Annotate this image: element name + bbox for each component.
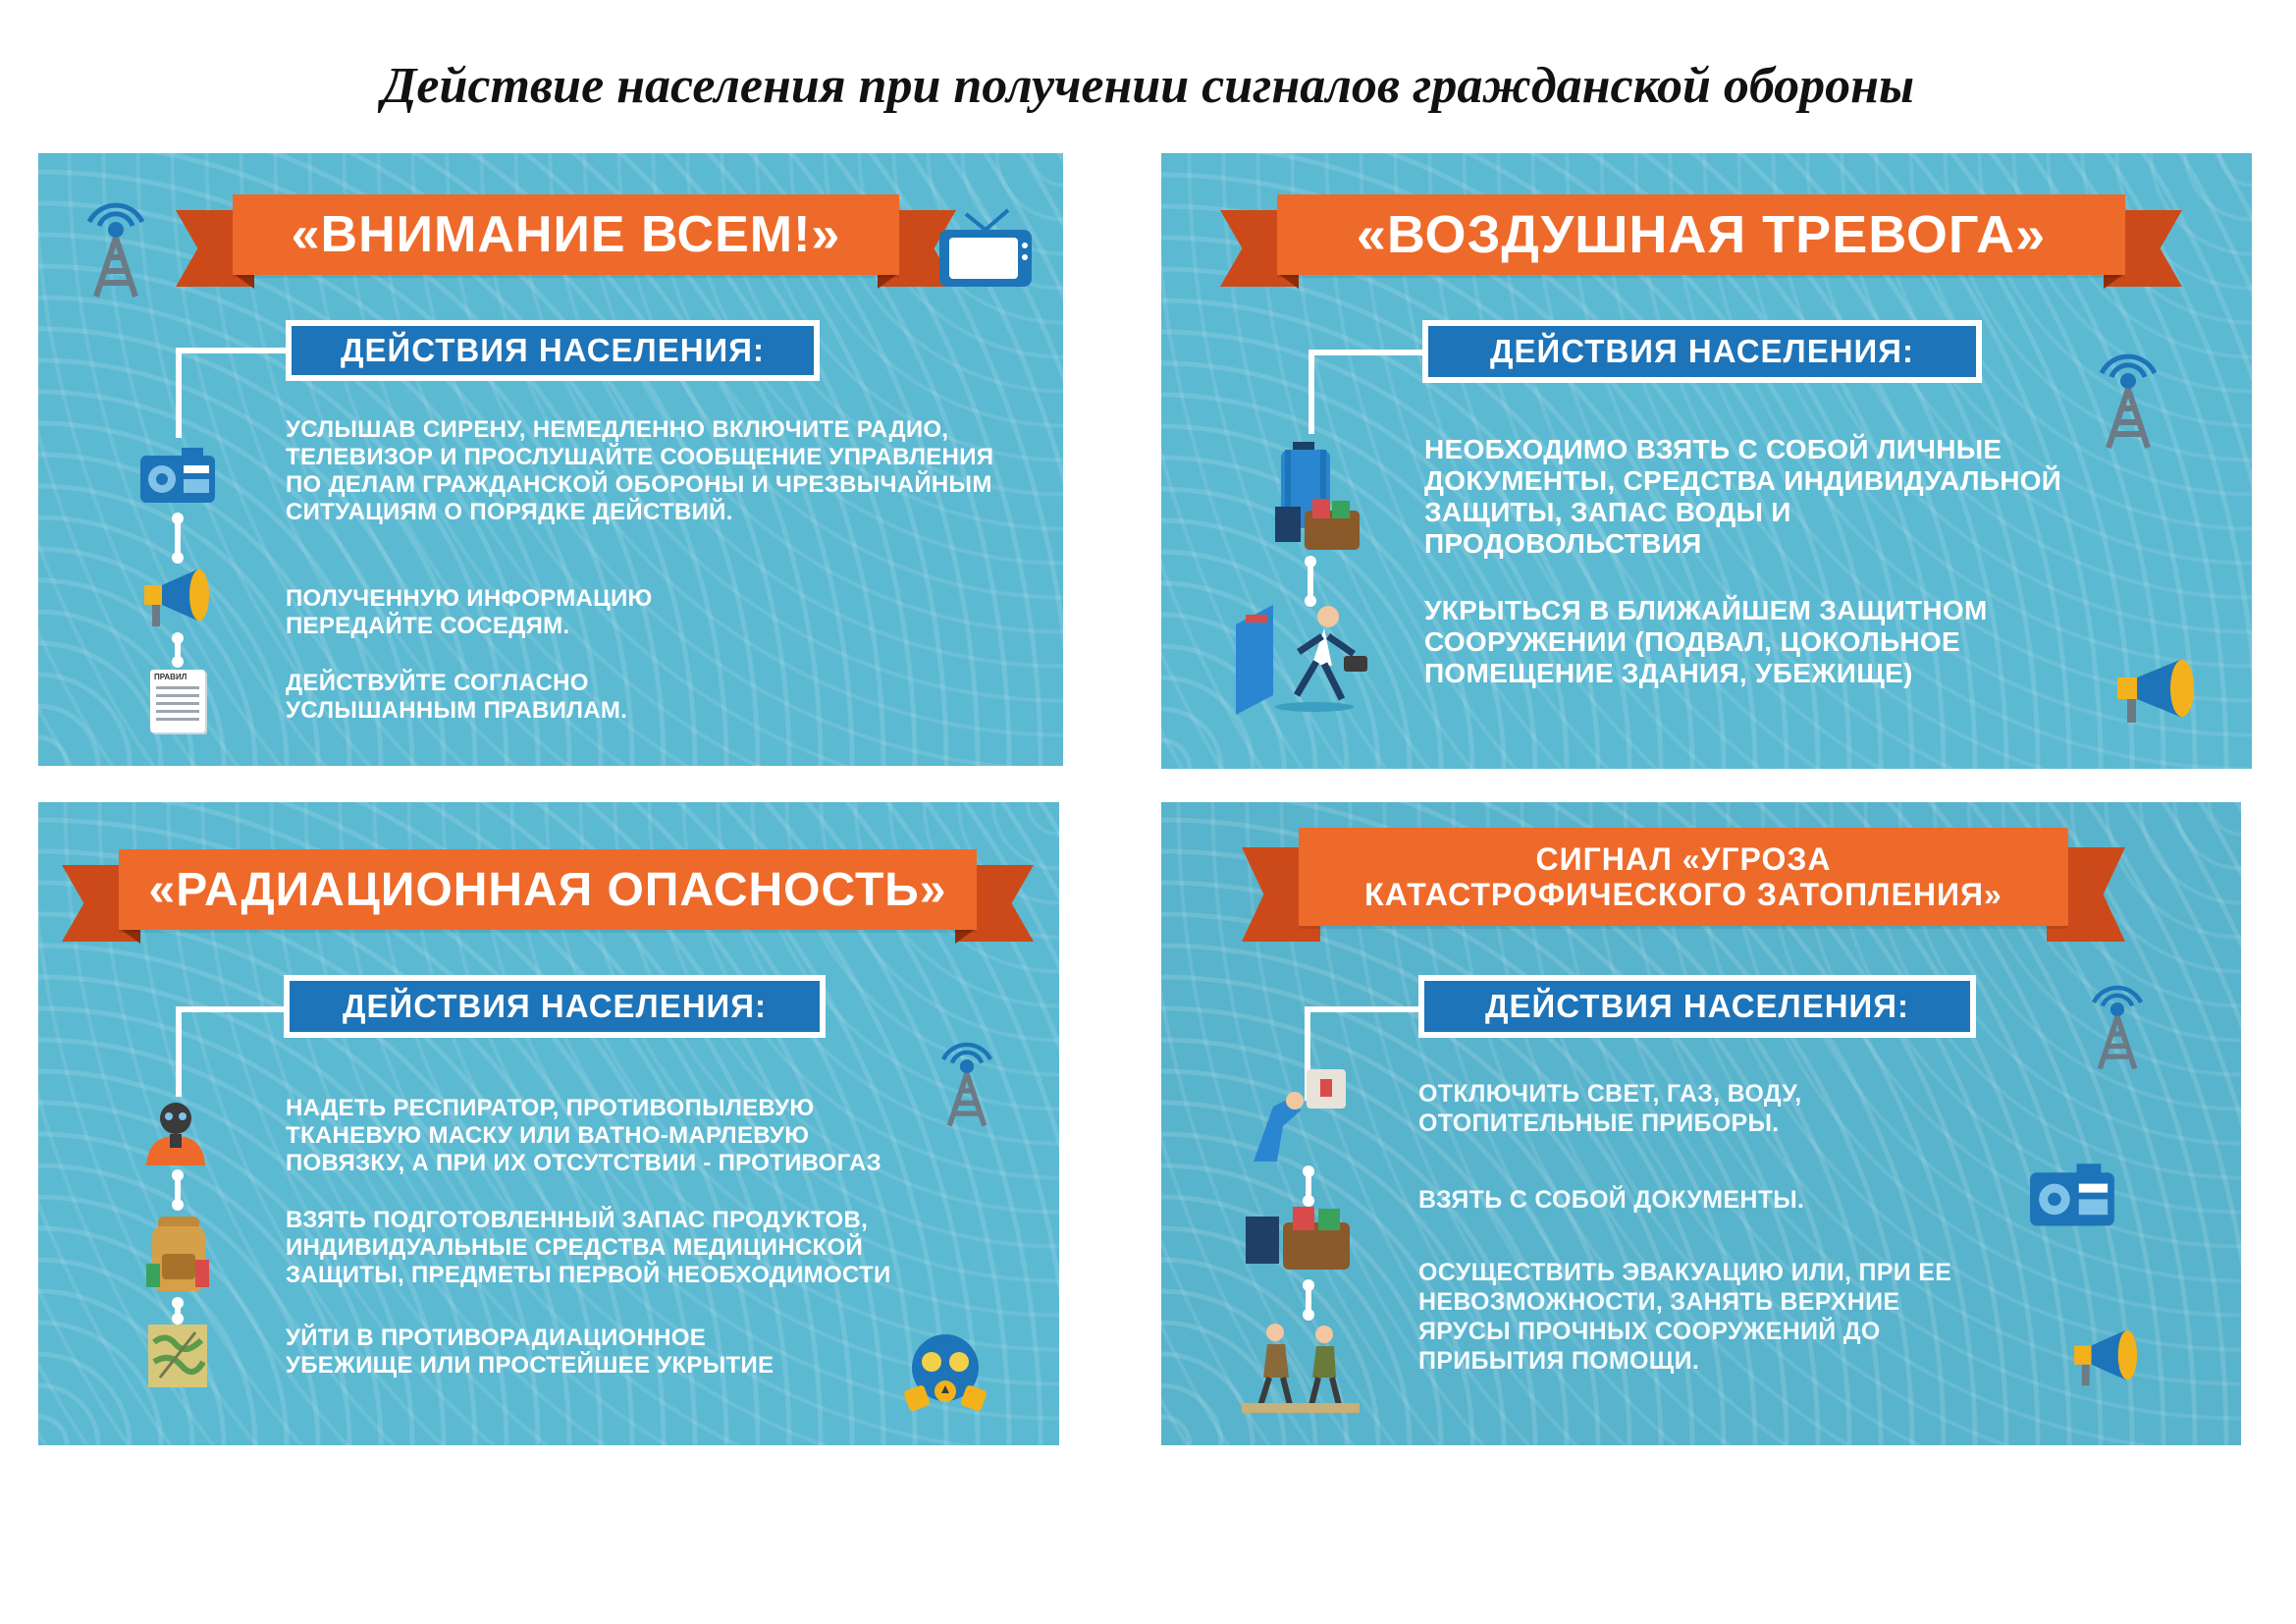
panel-title: «ВНИМАНИЕ ВСЕМ!» (233, 194, 899, 275)
megaphone-icon (140, 566, 219, 630)
tower-icon (2078, 977, 2157, 1075)
step-3-text: УЙТИ В ПРОТИВОРАДИАЦИОННОЕ УБЕЖИЩЕ ИЛИ ПРОСТЕЙШЕЕ УКРЫТИЕ (286, 1325, 774, 1379)
panel-title-line-1: СИГНАЛ «УГРОЗА (1535, 841, 1832, 877)
panel-title: «РАДИАЦИОННАЯ ОПАСНОСТЬ» (119, 849, 977, 930)
actions-header-box (1418, 975, 1976, 1038)
tv-icon (932, 204, 1040, 298)
tower-icon (928, 1034, 1006, 1132)
title-ribbon (1220, 194, 2182, 289)
gas-mask-icon (898, 1328, 992, 1417)
step-2-text: УКРЫТЬСЯ В БЛИЖАЙШЕМ ЗАЩИТНОМ СООРУЖЕНИИ (ПОДВАЛ, ЦОКОЛЬНОЕ ПОМЕЩЕНИЕ ЗДАНИЯ, УБЕЖИЩЕ) (1424, 595, 1988, 688)
respirator-person-icon (140, 1097, 211, 1167)
step-connector (175, 1175, 181, 1205)
actions-header-box (1422, 320, 1982, 383)
passport-wallet-icon (1246, 1205, 1354, 1275)
evacuation-people-icon (1242, 1319, 1360, 1413)
actions-header: ДЕЙСТВИЯ НАСЕЛЕНИЯ: (1424, 981, 1970, 1032)
map-icon (146, 1323, 209, 1389)
actions-header: ДЕЙСТВИЯ НАСЕЛЕНИЯ: (292, 326, 814, 375)
step-3-text: ОСУЩЕСТВИТЬ ЭВАКУАЦИЮ ИЛИ, ПРИ ЕЕ НЕВОЗМОЖНОСТИ, ЗАНЯТЬ ВЕРХНИЕ ЯРУСЫ ПРОЧНЫХ СООРУЖЕНИЙ ДО ПРИБЫТИЯ ПОМОЩИ. (1418, 1259, 1952, 1375)
actions-header-box (284, 975, 826, 1038)
title-ribbon (62, 849, 1034, 944)
step-3-text: ДЕЙСТВУЙТЕ СОГЛАСНО УСЛЫШАННЫМ ПРАВИЛАМ. (286, 670, 628, 724)
step-2-text: ПОЛУЧЕННУЮ ИНФОРМАЦИЮ ПЕРЕДАЙТЕ СОСЕДЯМ. (286, 585, 653, 639)
backpack-icon (146, 1215, 211, 1295)
megaphone-icon (2068, 1326, 2149, 1389)
step-connector (175, 518, 181, 558)
connector-line (1308, 350, 1432, 434)
step-1-text: УСЛЫШАВ СИРЕНУ, НЕМЕДЛЕННО ВКЛЮЧИТЕ РАДИО, ТЕЛЕВИЗОР И ПРОСЛУШАЙТЕ СООБЩЕНИЕ УПРАВЛЕНИЯ ПО ДЕЛАМ ГРАЖДАНСКОЙ ОБОРОНЫ И ЧРЕЗВЫЧАЙНЫМ СИТУАЦИЯМ О ПОРЯДКЕ ДЕЙСТВИЙ. (286, 416, 994, 525)
step-1-text: НАДЕТЬ РЕСПИРАТОР, ПРОТИВОПЫЛЕВУЮ ТКАНЕВУЮ МАСКУ ИЛИ ВАТНО-МАРЛЕВУЮ ПОВЯЗКУ, А ПРИ ИХ ОТСУТСТВИИ - ПРОТИВОГАЗ (286, 1095, 882, 1176)
panel-title-line-2: КАТАСТРОФИЧЕСКОГО ЗАТОПЛЕНИЯ» (1364, 877, 2002, 912)
step-2-text: ВЗЯТЬ ПОДГОТОВЛЕННЫЙ ЗАПАС ПРОДУКТОВ, ИНДИВИДУАЛЬНЫЕ СРЕДСТВА МЕДИЦИНСКОЙ ЗАЩИТЫ, ПРЕДМЕТЫ ПЕРВОЙ НЕОБХОДИМОСТИ (286, 1207, 891, 1288)
panel-title (1299, 828, 2068, 926)
step-connector (175, 1303, 181, 1319)
tower-icon (72, 194, 160, 302)
step-connector (1308, 562, 1313, 601)
step-1-text: НЕОБХОДИМО ВЗЯТЬ С СОБОЙ ЛИЧНЫЕ ДОКУМЕНТЫ, СРЕДСТВА ИНДИВИДУАЛЬНОЙ ЗАЩИТЫ, ЗАПАС ВОДЫ И ПРОДОВОЛЬСТВИЯ (1424, 434, 2062, 559)
title-ribbon (176, 194, 956, 289)
page-title: Действие населения при получении сигналов гражданской обороны (381, 58, 1915, 114)
connector-line (176, 348, 299, 438)
tower-icon (2084, 346, 2172, 454)
actions-header-box (286, 320, 820, 381)
step-connector (1306, 1171, 1311, 1201)
panel-attention (38, 153, 1063, 766)
panel-air-raid (1161, 153, 2252, 769)
radio-icon (136, 446, 219, 507)
switch-hand-icon (1244, 1067, 1352, 1165)
panel-title: «ВОЗДУШНАЯ ТРЕВОГА» (1277, 194, 2125, 275)
radio-icon (2025, 1162, 2119, 1230)
passport-wallet-icon (1275, 497, 1363, 556)
actions-header: ДЕЙСТВИЯ НАСЕЛЕНИЯ: (1428, 326, 1976, 377)
step-connector (1306, 1285, 1311, 1315)
panel-radiation (38, 802, 1059, 1445)
running-man-icon (1234, 601, 1381, 719)
step-connector (175, 638, 181, 662)
panel-flood (1161, 802, 2241, 1445)
title-ribbon (1242, 828, 2125, 946)
connector-line (176, 1006, 299, 1097)
actions-header: ДЕЙСТВИЯ НАСЕЛЕНИЯ: (290, 981, 820, 1032)
rules-document-icon: ПРАВИЛ (150, 670, 205, 732)
step-2-text: ВЗЯТЬ С СОБОЙ ДОКУМЕНТЫ. (1418, 1186, 1805, 1214)
step-1-text: ОТКЛЮЧИТЬ СВЕТ, ГАЗ, ВОДУ, ОТОПИТЕЛЬНЫЕ ПРИБОРЫ. (1418, 1080, 1802, 1137)
